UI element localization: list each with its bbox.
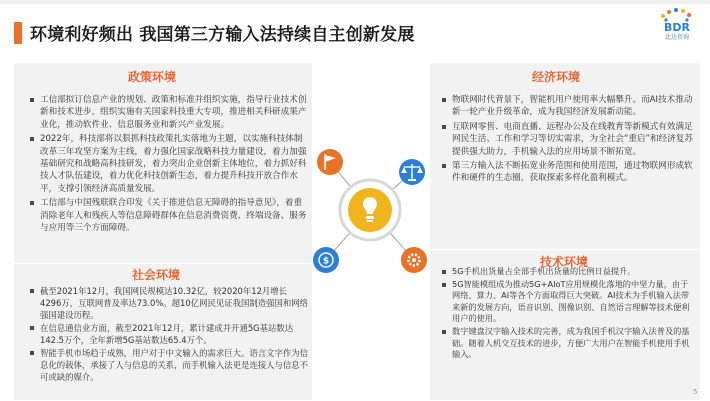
list-item: 第三方输入法不断拓宽业务范围和使用范围，通过物联网形成软件和硬件的生态圈，获取探索多样化盈利模式。: [442, 160, 696, 185]
bdr-logo-icon: [654, 6, 700, 52]
list-item: 数字键盘汉字输入技术的完善，成为我国手机汉字输入法普及的基础。随着人机交互技术的进步，方便广大用户在智能手机使用手机输入。: [442, 326, 696, 361]
list-item: 物联网时代背景下，智能机用户使用率大幅攀升。而AI技术推动新一轮产业升级革命，成为我国经济发展新动能。: [442, 94, 696, 119]
tech-title: 技术环境: [540, 255, 589, 269]
economy-list: [442, 94, 696, 187]
list-item: 2022年，科技部将以狠抓科技政策扎实落地为主题，以实施科技体制改革三年攻坚方案为主线，着力强化国家战略科技力量建设，着力加强基础研究和战略高科技研发，着力突出企业创新主体地位，着力抓好科技人才队伍建设，着力优化科技创新生态，着力提升科技开放合作水平，支撑引领经济高质量发展。: [30, 133, 308, 195]
list-item: 在信息通信业方面，截至2021年12月，累计建成并开通5G基站数达142.5万个，全年新增5G基站数达65.4万个。: [30, 322, 308, 346]
list-item: 智能手机市场趋于成熟，用户对于中文输入的需求巨大。语言文字作为信息化的载体，承接了人与信息的关系，而手机输入法更是连接人与信息不可或缺的媒介。: [30, 347, 308, 383]
list-item: 工信部拟订信息产业的规划、政策和标准并组织实施，指导行业技术创新和技术进步，组织实施有关国家科技重大专项，推进相关科研成果产业化，推动软件业、信息服务业和新兴产业发展。: [30, 94, 308, 131]
dollar-icon: [313, 247, 339, 273]
logo-text: BDR: [664, 21, 690, 34]
list-item: 工信部与中国残联联合印发《关于推进信息无障碍的指导意见》，着重消除老年人和残疾人等信息障碍群体在信息消费资费、终端设备、服务与应用等三个方面障碍。: [30, 197, 308, 234]
center-diagram: [300, 120, 440, 300]
svg-text:$: $: [322, 256, 330, 267]
gear-icon: [401, 247, 427, 273]
tech-list: [442, 266, 696, 362]
title-accent: [14, 22, 22, 44]
social-title: 社会环境: [132, 268, 181, 282]
social-list: [30, 285, 308, 384]
logo-subtext: 比达咨询: [664, 34, 689, 41]
flag-icon: [317, 149, 343, 175]
economy-title: 经济环境: [532, 70, 581, 84]
policy-list: [30, 94, 308, 236]
scales-icon: [399, 159, 425, 185]
list-item: 5G智能模组成为推动5G+AIoT应用规模化落地的中坚力量，由于网络、算力、AI等各个方面取得巨大突破。AI技术为手机输入法带来新的发展方向，语音识别、图像识别、自然语言理解等技术便利用户的使用。: [442, 279, 696, 325]
list-item: 5G手机出货量占全部手机出货量的比例日益提升。: [442, 266, 696, 278]
list-item: 截至2021年12月，我国网民规模达10.32亿，较2020年12月增长4296万，互联网普及率达73.0%。超10亿网民见证我国制造强国和网络强国建设历程。: [30, 285, 308, 321]
list-item: 互联网零售、电商直播、远程办公及在线教育等新模式有效满足网民生活、工作和学习等切实需求，为全社会“重启”和经济复苏提供强大助力，手机输入法的应用场景不断拓宽。: [442, 121, 696, 158]
page-title: 环境利好频出 我国第三方输入法持续自主创新发展: [30, 25, 415, 45]
policy-title: 政策环境: [128, 70, 177, 84]
top-strip: [0, 0, 710, 4]
page-number: 5: [693, 388, 698, 396]
